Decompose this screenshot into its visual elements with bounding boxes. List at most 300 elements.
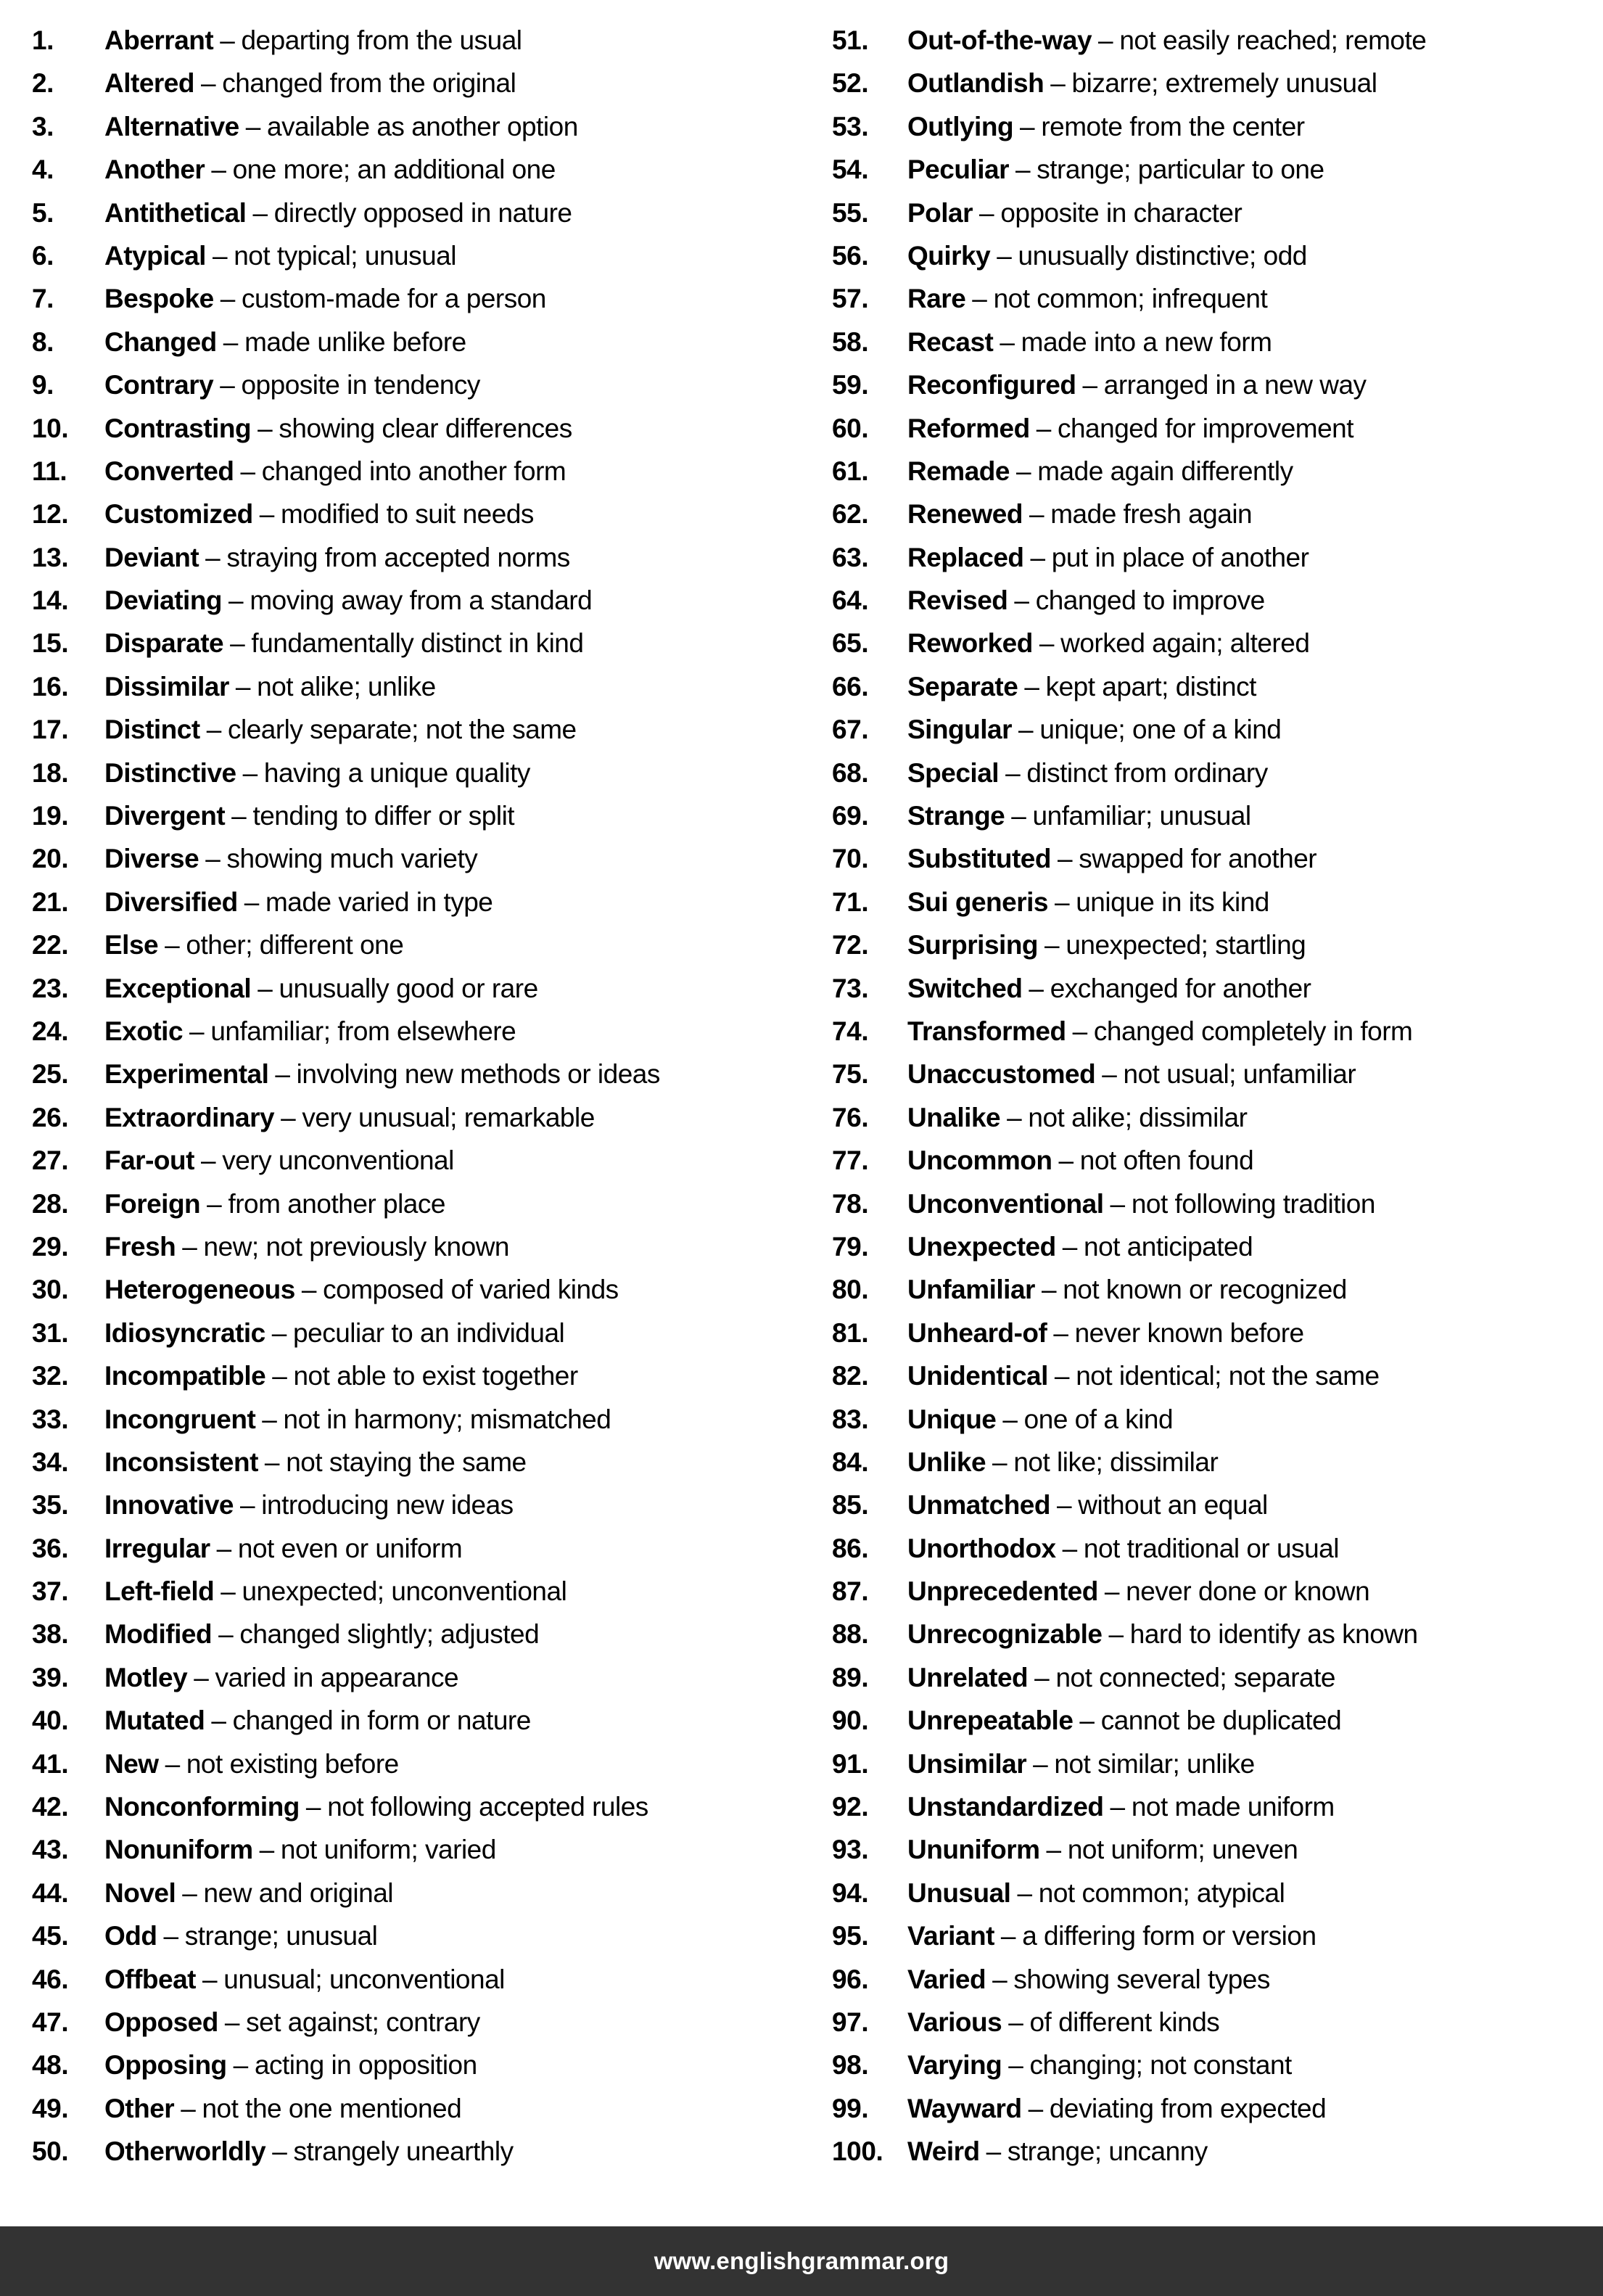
list-item-definition: made into a new form	[1021, 326, 1272, 357]
list-item-separator: –	[262, 1404, 277, 1434]
list-item-definition: changed for improvement	[1057, 413, 1354, 443]
list-item	[832, 1914, 1596, 1957]
list-item-definition: of different kinds	[1029, 2007, 1220, 2037]
list-item-separator: –	[1014, 585, 1029, 616]
list-item-definition: made again differently	[1037, 456, 1293, 486]
list-item-separator: –	[259, 499, 274, 530]
list-item-separator: –	[230, 628, 245, 659]
list-item-separator: –	[211, 155, 226, 185]
list-item-definition: without an equal	[1078, 1490, 1268, 1521]
list-item-separator: –	[1079, 1705, 1095, 1736]
list-item-number: 80.	[832, 1275, 869, 1305]
list-item-word: Unprecedented	[907, 1576, 1098, 1607]
list-item-definition: not following tradition	[1131, 1188, 1375, 1219]
list-item-separator: –	[207, 1188, 222, 1219]
list-item	[32, 1484, 794, 1526]
list-item-definition: clearly separate; not the same	[227, 715, 577, 745]
list-item-word: Unidentical	[907, 1361, 1048, 1391]
list-item-separator: –	[1050, 68, 1066, 99]
list-item-word: Unusual	[907, 1877, 1011, 1908]
list-item	[832, 363, 1596, 406]
list-item	[832, 1312, 1596, 1354]
list-item	[32, 1010, 794, 1053]
list-item-separator: –	[301, 1275, 317, 1305]
list-item	[32, 1182, 794, 1225]
list-item-number: 8.	[32, 326, 54, 357]
list-item-separator: –	[1000, 1921, 1016, 1951]
list-item-separator: –	[1011, 801, 1026, 831]
list-item-separator: –	[272, 1361, 287, 1391]
list-item	[32, 1828, 794, 1871]
list-item-definition: put in place of another	[1051, 542, 1309, 572]
list-item-separator: –	[1057, 844, 1073, 874]
list-item-definition: changed into another form	[261, 456, 566, 486]
list-item-definition: unique in its kind	[1076, 886, 1269, 917]
list-item-word: Unsimilar	[907, 1748, 1027, 1779]
list-item-word: Fresh	[104, 1231, 176, 1262]
list-item	[32, 1527, 794, 1570]
list-item-number: 17.	[32, 715, 69, 745]
list-item	[832, 1441, 1596, 1484]
list-item-word: New	[104, 1748, 159, 1779]
list-item-definition: set against; contrary	[246, 2007, 480, 2037]
list-item-definition: not existing before	[186, 1748, 399, 1779]
list-item	[832, 1010, 1596, 1053]
list-item-word: Diverse	[104, 844, 199, 874]
list-item-word: Experimental	[104, 1059, 269, 1090]
list-item-word: Else	[104, 930, 159, 960]
list-item-word: Opposing	[104, 2050, 227, 2081]
list-item-definition: strange; particular to one	[1037, 155, 1324, 185]
list-item-definition: modified to suit needs	[280, 499, 534, 530]
list-item	[832, 1699, 1596, 1742]
list-item-definition: not the one mentioned	[202, 2093, 462, 2123]
list-item-separator: –	[205, 844, 221, 874]
list-item-number: 99.	[832, 2093, 869, 2123]
list-item-separator: –	[252, 197, 268, 228]
list-item-number: 63.	[832, 542, 869, 572]
list-item-definition: not often found	[1079, 1145, 1254, 1176]
list-item-word: Distinct	[104, 715, 200, 745]
list-item-number: 82.	[832, 1361, 869, 1391]
list-item-definition: varied in appearance	[215, 1662, 459, 1692]
list-item-number: 5.	[32, 197, 54, 228]
list-item-definition: involving new methods or ideas	[296, 1059, 660, 1090]
list-item	[32, 2001, 794, 2044]
list-item-word: Substituted	[907, 844, 1051, 874]
list-item	[832, 2001, 1596, 2044]
list-item-definition: not common; atypical	[1038, 1877, 1285, 1908]
list-item-separator: –	[305, 1792, 321, 1822]
list-item-definition: not like; dissimilar	[1013, 1447, 1219, 1477]
list-item-definition: made unlike before	[244, 326, 466, 357]
list-item-word: Unrelated	[907, 1662, 1029, 1692]
list-item	[832, 579, 1596, 622]
list-item-number: 95.	[832, 1921, 869, 1951]
list-item-separator: –	[257, 413, 273, 443]
list-item-definition: changed completely in form	[1093, 1016, 1413, 1046]
list-item-definition: not even or uniform	[237, 1533, 463, 1563]
list-item-separator: –	[1041, 1275, 1057, 1305]
list-item	[32, 1699, 794, 1742]
list-item-number: 55.	[832, 197, 869, 228]
list-item-definition: having a unique quality	[263, 757, 530, 788]
list-item-separator: –	[240, 1490, 255, 1521]
list-item-word: Ununiform	[907, 1835, 1040, 1865]
list-item-separator: –	[181, 2093, 196, 2123]
list-item-word: Quirky	[907, 240, 991, 271]
list-item-word: Rare	[907, 284, 966, 314]
list-item-definition: bizarre; extremely unusual	[1071, 68, 1377, 99]
list-item-number: 51.	[832, 25, 869, 55]
list-item-number: 92.	[832, 1792, 869, 1822]
list-item	[832, 708, 1596, 751]
list-item-word: Separate	[907, 671, 1018, 701]
list-item-separator: –	[1056, 1490, 1072, 1521]
list-item-word: Transformed	[907, 1016, 1066, 1046]
list-item	[832, 837, 1596, 880]
list-item-word: Far-out	[104, 1145, 194, 1176]
list-item	[832, 321, 1596, 363]
list-item-number: 98.	[832, 2050, 869, 2081]
list-item	[832, 1527, 1596, 1570]
list-item-number: 44.	[32, 1877, 69, 1908]
list-item-number: 54.	[832, 155, 869, 185]
list-item-word: Renewed	[907, 499, 1023, 530]
list-item-definition: straying from accepted norms	[226, 542, 570, 572]
list-item-number: 30.	[32, 1275, 69, 1305]
list-item-word: Exotic	[104, 1016, 184, 1046]
list-item-definition: not easily reached; remote	[1119, 25, 1427, 55]
list-item-separator: –	[979, 197, 994, 228]
list-item-word: Deviating	[104, 585, 223, 616]
list-item-definition: changed to improve	[1035, 585, 1265, 616]
list-item-number: 46.	[32, 1964, 69, 1994]
list-item	[832, 277, 1596, 320]
list-item-number: 28.	[32, 1188, 69, 1219]
list-item	[32, 2044, 794, 2086]
list-item-number: 14.	[32, 585, 69, 616]
list-item-number: 93.	[832, 1835, 869, 1865]
list-item	[832, 1139, 1596, 1182]
list-item	[832, 794, 1596, 837]
list-item-number: 16.	[32, 671, 69, 701]
list-item	[32, 1139, 794, 1182]
list-item-definition: worked again; altered	[1060, 628, 1310, 659]
list-item-separator: –	[1029, 973, 1044, 1003]
list-item	[32, 148, 794, 191]
list-item-word: Wayward	[907, 2093, 1022, 2123]
list-item	[32, 192, 794, 234]
list-item-word: Offbeat	[104, 1964, 196, 1994]
list-item	[832, 2044, 1596, 2086]
list-item-number: 64.	[832, 585, 869, 616]
list-item-number: 34.	[32, 1447, 69, 1477]
list-item-definition: very unusual; remarkable	[302, 1102, 595, 1132]
list-item-word: Unexpected	[907, 1231, 1056, 1262]
list-item	[32, 967, 794, 1010]
list-item-word: Out-of-the-way	[907, 25, 1092, 55]
list-item-number: 52.	[832, 68, 869, 99]
list-item-definition: not known or recognized	[1063, 1275, 1347, 1305]
list-item-definition: peculiar to an individual	[293, 1317, 565, 1348]
list-item	[832, 105, 1596, 148]
list-item-separator: –	[244, 886, 259, 917]
list-item-number: 37.	[32, 1576, 69, 1607]
list-item-word: Replaced	[907, 542, 1024, 572]
list-item-word: Antithetical	[104, 197, 247, 228]
list-item-number: 9.	[32, 370, 54, 400]
list-item-number: 21.	[32, 886, 69, 917]
list-item	[832, 665, 1596, 708]
list-item-definition: strangely unearthly	[293, 2136, 514, 2167]
list-item-number: 84.	[832, 1447, 869, 1477]
list-item-separator: –	[259, 1835, 274, 1865]
list-item	[32, 277, 794, 320]
list-item-word: Switched	[907, 973, 1023, 1003]
list-item-separator: –	[189, 1016, 205, 1046]
list-item-separator: –	[1054, 886, 1070, 917]
list-item	[832, 450, 1596, 493]
list-item-number: 56.	[832, 240, 869, 271]
list-item-word: Peculiar	[907, 155, 1009, 185]
list-item-number: 74.	[832, 1016, 869, 1046]
list-item-number: 57.	[832, 284, 869, 314]
list-item-definition: made varied in type	[265, 886, 493, 917]
list-item-number: 77.	[832, 1145, 869, 1176]
list-item-definition: not identical; not the same	[1076, 1361, 1380, 1391]
list-item-number: 43.	[32, 1835, 69, 1865]
list-item-word: Divergent	[104, 801, 226, 831]
list-item	[832, 752, 1596, 794]
list-item-number: 25.	[32, 1059, 69, 1090]
list-item	[32, 407, 794, 450]
list-item-number: 65.	[832, 628, 869, 659]
list-item-number: 83.	[832, 1404, 869, 1434]
list-item	[832, 234, 1596, 277]
left-column	[0, 19, 802, 2226]
list-item-separator: –	[1024, 671, 1039, 701]
list-item-separator: –	[1108, 1619, 1124, 1650]
list-item	[832, 2087, 1596, 2130]
list-item-number: 10.	[32, 413, 69, 443]
list-item-number: 66.	[832, 671, 869, 701]
list-item	[32, 794, 794, 837]
list-item-word: Idiosyncratic	[104, 1317, 265, 1348]
list-item	[832, 1742, 1596, 1785]
list-item	[32, 1914, 794, 1957]
list-item-definition: a differing form or version	[1022, 1921, 1316, 1951]
list-item-separator: –	[1018, 715, 1034, 745]
list-item-word: Outlandish	[907, 68, 1044, 99]
list-item-word: Changed	[104, 326, 217, 357]
list-item	[32, 536, 794, 579]
list-item-definition: unusually distinctive; odd	[1018, 240, 1307, 271]
list-item-word: Various	[907, 2007, 1002, 2037]
list-item-separator: –	[1030, 542, 1045, 572]
list-item-separator: –	[1110, 1792, 1125, 1822]
list-item-word: Unalike	[907, 1102, 1001, 1132]
list-item-number: 53.	[832, 111, 869, 141]
list-item-number: 3.	[32, 111, 54, 141]
list-item-word: Varied	[907, 1964, 986, 1994]
list-item-definition: not alike; dissimilar	[1028, 1102, 1248, 1132]
list-item-number: 60.	[832, 413, 869, 443]
list-item-word: Unaccustomed	[907, 1059, 1096, 1090]
list-item	[32, 622, 794, 664]
list-item	[32, 1268, 794, 1311]
list-item-separator: –	[220, 25, 235, 55]
list-item-number: 68.	[832, 757, 869, 788]
list-item-number: 24.	[32, 1016, 69, 1046]
list-item-word: Uncommon	[907, 1145, 1052, 1176]
list-item-definition: new and original	[203, 1877, 394, 1908]
list-item-number: 7.	[32, 284, 54, 314]
list-item-number: 32.	[32, 1361, 69, 1391]
list-item-number: 91.	[832, 1748, 869, 1779]
list-item-word: Atypical	[104, 240, 206, 271]
list-item-separator: –	[223, 326, 239, 357]
list-item-word: Revised	[907, 585, 1008, 616]
list-item-separator: –	[1102, 1059, 1117, 1090]
list-item-number: 72.	[832, 930, 869, 960]
list-item	[832, 1872, 1596, 1914]
list-item-definition: not alike; unlike	[257, 671, 436, 701]
list-item-separator: –	[1054, 1361, 1070, 1391]
list-item-definition: not uniform; uneven	[1067, 1835, 1298, 1865]
list-item-separator: –	[1005, 757, 1021, 788]
list-item-number: 11.	[32, 456, 67, 486]
list-item-number: 1.	[32, 25, 54, 55]
list-item-definition: introducing new ideas	[261, 1490, 514, 1521]
list-item-definition: composed of varied kinds	[323, 1275, 619, 1305]
list-item-definition: strange; uncanny	[1007, 2136, 1208, 2167]
list-item	[832, 923, 1596, 966]
list-item-definition: one more; an additional one	[232, 155, 556, 185]
list-item-definition: deviating from expected	[1049, 2093, 1327, 2123]
list-item-number: 42.	[32, 1792, 69, 1822]
list-item-word: Converted	[104, 456, 234, 486]
list-item-word: Left-field	[104, 1576, 215, 1607]
list-item	[832, 1785, 1596, 1828]
list-item	[832, 1225, 1596, 1268]
list-item-separator: –	[972, 284, 987, 314]
list-item	[832, 1613, 1596, 1655]
list-item	[32, 665, 794, 708]
list-item-number: 94.	[832, 1877, 869, 1908]
list-item	[32, 837, 794, 880]
list-item-number: 22.	[32, 930, 69, 960]
list-item-separator: –	[1098, 25, 1113, 55]
list-item-number: 61.	[832, 456, 869, 486]
list-item-number: 19.	[32, 801, 69, 831]
list-item-separator: –	[182, 1231, 197, 1262]
list-item-separator: –	[264, 1447, 280, 1477]
list-item-separator: –	[202, 1964, 218, 1994]
list-item-definition: not made uniform	[1131, 1792, 1335, 1822]
list-item-number: 23.	[32, 973, 69, 1003]
list-item-separator: –	[1072, 1016, 1087, 1046]
list-item-separator: –	[1104, 1576, 1120, 1607]
list-item-word: Customized	[104, 499, 253, 530]
list-item-word: Mutated	[104, 1705, 205, 1736]
list-item-definition: unexpected; startling	[1066, 930, 1306, 960]
list-item-number: 59.	[832, 370, 869, 400]
list-item	[832, 1354, 1596, 1397]
list-item-definition: not anticipated	[1084, 1231, 1253, 1262]
list-item	[832, 1053, 1596, 1095]
list-item-number: 48.	[32, 2050, 69, 2081]
list-item-definition: not similar; unlike	[1054, 1748, 1255, 1779]
list-item-definition: not uniform; varied	[280, 1835, 496, 1865]
list-item-number: 35.	[32, 1490, 69, 1521]
list-item-number: 67.	[832, 715, 869, 745]
list-item-number: 69.	[832, 801, 869, 831]
list-item-number: 76.	[832, 1102, 869, 1132]
list-item	[32, 321, 794, 363]
list-item-number: 70.	[832, 844, 869, 874]
list-item-separator: –	[275, 1059, 290, 1090]
list-item-number: 81.	[832, 1317, 869, 1348]
list-item-word: Surprising	[907, 930, 1039, 960]
list-item-word: Dissimilar	[104, 671, 229, 701]
list-item-number: 73.	[832, 973, 869, 1003]
list-item-number: 47.	[32, 2007, 69, 2037]
list-item-definition: not in harmony; mismatched	[283, 1404, 611, 1434]
list-item-separator: –	[163, 1921, 178, 1951]
list-item-separator: –	[1053, 1317, 1068, 1348]
list-item	[32, 234, 794, 277]
list-item-separator: –	[231, 801, 247, 831]
list-item-word: Unrecognizable	[907, 1619, 1103, 1650]
list-item-number: 39.	[32, 1662, 69, 1692]
list-item	[32, 1312, 794, 1354]
list-item-number: 96.	[832, 1964, 869, 1994]
list-item-number: 40.	[32, 1705, 69, 1736]
list-item-number: 15.	[32, 628, 69, 659]
list-item-word: Alternative	[104, 111, 239, 141]
list-item	[832, 1096, 1596, 1139]
list-item-definition: showing much variety	[226, 844, 478, 874]
list-item-word: Inconsistent	[104, 1447, 258, 1477]
list-item-separator: –	[165, 1748, 180, 1779]
list-item-definition: not following accepted rules	[327, 1792, 648, 1822]
list-item	[32, 2130, 794, 2173]
list-item-number: 89.	[832, 1662, 869, 1692]
list-item-number: 31.	[32, 1317, 69, 1348]
list-item-number: 4.	[32, 155, 54, 185]
list-item-definition: unfamiliar; from elsewhere	[210, 1016, 516, 1046]
list-item-separator: –	[235, 671, 251, 701]
list-item-separator: –	[218, 1619, 234, 1650]
list-item-definition: showing clear differences	[279, 413, 572, 443]
list-item-word: Altered	[104, 68, 194, 99]
list-item-separator: –	[205, 542, 221, 572]
list-item	[32, 1398, 794, 1441]
list-item-word: Nonuniform	[104, 1835, 253, 1865]
list-item-separator: –	[992, 1447, 1007, 1477]
list-item-word: Contrary	[104, 370, 214, 400]
list-item-separator: –	[1028, 2093, 1043, 2123]
list-item-separator: –	[1082, 370, 1097, 400]
list-item	[832, 192, 1596, 234]
list-item-number: 36.	[32, 1533, 69, 1563]
list-item-separator: –	[1062, 1231, 1078, 1262]
list-item	[32, 1096, 794, 1139]
list-item-separator: –	[1008, 2050, 1023, 2081]
footer-website-url[interactable]: www.englishgrammar.org	[654, 2247, 949, 2274]
list-item-separator: –	[221, 1576, 236, 1607]
